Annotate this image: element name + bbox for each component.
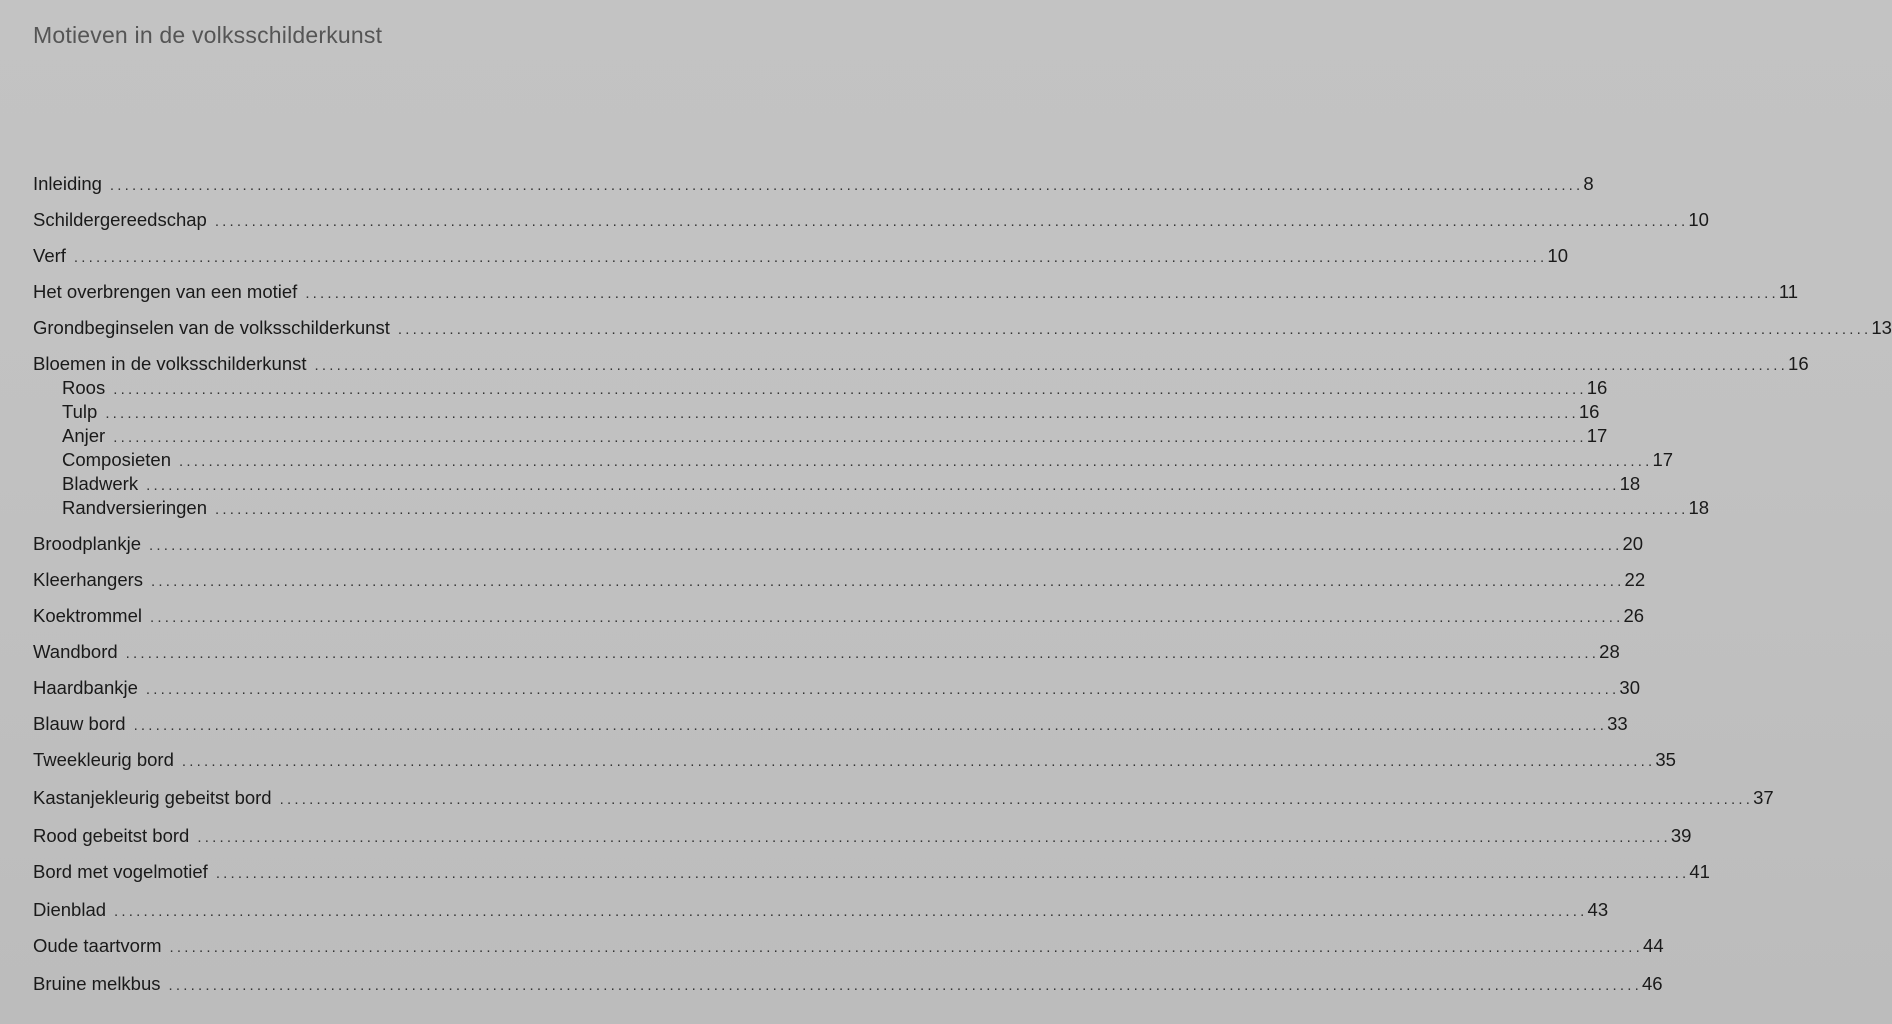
dot-leader: ........................................................................................................................................................................................................ bbox=[125, 645, 1600, 662]
toc-subentry[interactable] bbox=[62, 496, 1710, 520]
toc-entry[interactable] bbox=[33, 972, 1663, 996]
toc-entry-label: Het overbrengen van een motief bbox=[33, 281, 298, 302]
toc-entry-page: 39 bbox=[1670, 825, 1692, 846]
toc-entry-page: 16 bbox=[1578, 401, 1600, 422]
toc-entry-label: Rood gebeitst bord bbox=[33, 825, 190, 846]
toc-entry-label: Blauw bord bbox=[33, 713, 126, 734]
dot-leader: ........................................................................................................................................................................................................ bbox=[149, 537, 1623, 554]
toc-entry[interactable] bbox=[33, 824, 1692, 848]
dot-leader: ........................................................................................................................................................................................................ bbox=[151, 573, 1625, 590]
toc-entry-label: Dienblad bbox=[33, 899, 107, 920]
toc-subentry[interactable] bbox=[62, 448, 1674, 472]
toc-entry[interactable] bbox=[33, 568, 1646, 592]
toc-entry-label: Haardbankje bbox=[33, 677, 138, 698]
dot-leader: ........................................................................................................................................................................................................ bbox=[109, 177, 1584, 194]
toc-entry-label: Verf bbox=[33, 245, 66, 266]
toc-entry[interactable] bbox=[33, 786, 1774, 810]
dot-leader: ........................................................................................................................................................................................................ bbox=[397, 321, 1872, 338]
toc-entry-label: Kleerhangers bbox=[33, 569, 144, 590]
dot-leader: ........................................................................................................................................................................................................ bbox=[197, 829, 1671, 846]
dot-leader: ........................................................................................................................................................................................................ bbox=[215, 865, 1690, 882]
toc-entry-label: Oude taartvorm bbox=[33, 935, 162, 956]
toc-entry[interactable] bbox=[33, 640, 1620, 664]
toc-entry-label: Kastanjekleurig gebeitst bord bbox=[33, 787, 272, 808]
toc-entry[interactable] bbox=[33, 676, 1640, 700]
toc-entry-label: Koektrommel bbox=[33, 605, 142, 626]
toc-entry-page: 35 bbox=[1655, 749, 1676, 770]
toc-entry-label: Anjer bbox=[62, 425, 106, 446]
toc-entry-page: 17 bbox=[1586, 425, 1608, 446]
toc-entry[interactable] bbox=[33, 748, 1676, 772]
toc-entry-page: 18 bbox=[1619, 473, 1641, 494]
toc-entry[interactable] bbox=[33, 172, 1594, 196]
toc-entry-label: Broodplankje bbox=[33, 533, 141, 554]
dot-leader: ........................................................................................................................................................................................................ bbox=[149, 609, 1624, 626]
dot-leader: ........................................................................................................................................................................................................ bbox=[314, 357, 1789, 374]
toc-entry-page: 37 bbox=[1753, 787, 1774, 808]
toc-entry-page: 10 bbox=[1547, 245, 1568, 266]
toc-entry[interactable] bbox=[33, 280, 1799, 304]
toc-entry-page: 16 bbox=[1586, 377, 1608, 398]
toc-entry[interactable] bbox=[33, 316, 1892, 340]
toc-subentry[interactable] bbox=[62, 472, 1641, 496]
toc-entry-page: 10 bbox=[1688, 209, 1709, 230]
toc-entry[interactable] bbox=[33, 532, 1644, 556]
dot-leader: ........................................................................................................................................................................................................ bbox=[145, 681, 1620, 698]
toc-subentry[interactable] bbox=[62, 400, 1600, 424]
toc-entry-page: 8 bbox=[1583, 173, 1594, 194]
dot-leader: ........................................................................................................................................................................................................ bbox=[181, 753, 1656, 770]
dot-leader: ........................................................................................................................................................................................................ bbox=[214, 213, 1689, 230]
toc-subentry[interactable] bbox=[62, 376, 1608, 400]
toc-subentry[interactable] bbox=[62, 424, 1608, 448]
toc-entry-label: Randversieringen bbox=[62, 497, 208, 518]
page-title: Motieven in de volksschilderkunst bbox=[33, 22, 383, 48]
toc-entry-page: 46 bbox=[1642, 973, 1663, 994]
toc-entry[interactable] bbox=[33, 208, 1709, 232]
toc-entry-label: Bruine melkbus bbox=[33, 973, 161, 994]
toc-entry-page: 33 bbox=[1607, 713, 1628, 734]
toc-entry[interactable] bbox=[33, 244, 1568, 268]
toc-entry-label: Roos bbox=[62, 377, 106, 398]
toc-entry-label: Wandbord bbox=[33, 641, 118, 662]
toc-entry[interactable] bbox=[33, 352, 1809, 376]
toc-entry-label: Bord met vogelmotief bbox=[33, 861, 208, 882]
toc-entry-label: Inleiding bbox=[33, 173, 102, 194]
toc-entry[interactable] bbox=[33, 898, 1609, 922]
dot-leader: ........................................................................................................................................................................................................ bbox=[113, 429, 1587, 446]
toc-entry-label: Grondbeginselen van de volksschilderkunst bbox=[33, 317, 390, 338]
dot-leader: ........................................................................................................................................................................................................ bbox=[146, 477, 1620, 494]
toc-entry-page: 17 bbox=[1652, 449, 1674, 470]
toc-entry-page: 28 bbox=[1599, 641, 1620, 662]
toc-entry-page: 11 bbox=[1778, 281, 1799, 302]
toc-entry[interactable] bbox=[33, 712, 1628, 736]
toc-entry-label: Tulp bbox=[62, 401, 98, 422]
toc-entry-page: 13 bbox=[1871, 317, 1892, 338]
toc-entry-page: 30 bbox=[1619, 677, 1640, 698]
toc-entry-label: Composieten bbox=[62, 449, 172, 470]
toc-entry-label: Bladwerk bbox=[62, 473, 139, 494]
dot-leader: ........................................................................................................................................................................................................ bbox=[305, 285, 1779, 302]
toc-entry-label: Bloemen in de volksschilderkunst bbox=[33, 353, 307, 374]
dot-leader: ........................................................................................................................................................................................................ bbox=[169, 939, 1644, 956]
toc-entry-page: 22 bbox=[1624, 569, 1646, 590]
toc-entry[interactable] bbox=[33, 604, 1645, 628]
toc-entry-page: 41 bbox=[1689, 861, 1710, 882]
dot-leader: ........................................................................................................................................................................................................ bbox=[215, 501, 1689, 518]
toc-entry-page: 16 bbox=[1788, 353, 1809, 374]
toc-entry-page: 26 bbox=[1623, 605, 1645, 626]
dot-leader: ........................................................................................................................................................................................................ bbox=[133, 717, 1608, 734]
toc-entry-label: Schildergereedschap bbox=[33, 209, 207, 230]
dot-leader: ........................................................................................................................................................................................................ bbox=[279, 791, 1754, 808]
toc-entry-page: 18 bbox=[1688, 497, 1710, 518]
dot-leader: ........................................................................................................................................................................................................ bbox=[114, 903, 1588, 920]
toc-entry-label: Tweekleurig bord bbox=[33, 749, 174, 770]
toc-entry[interactable] bbox=[33, 860, 1710, 884]
dot-leader: ........................................................................................................................................................................................................ bbox=[168, 977, 1643, 994]
toc-entry-page: 44 bbox=[1643, 935, 1664, 956]
toc-entry-page: 20 bbox=[1622, 533, 1644, 554]
toc-entry-page: 43 bbox=[1587, 899, 1609, 920]
dot-leader: ........................................................................................................................................................................................................ bbox=[105, 405, 1579, 422]
toc-entry[interactable] bbox=[33, 934, 1664, 958]
dot-leader: ........................................................................................................................................................................................................ bbox=[179, 453, 1653, 470]
dot-leader: ........................................................................................................................................................................................................ bbox=[73, 249, 1548, 266]
dot-leader: ........................................................................................................................................................................................................ bbox=[113, 381, 1587, 398]
